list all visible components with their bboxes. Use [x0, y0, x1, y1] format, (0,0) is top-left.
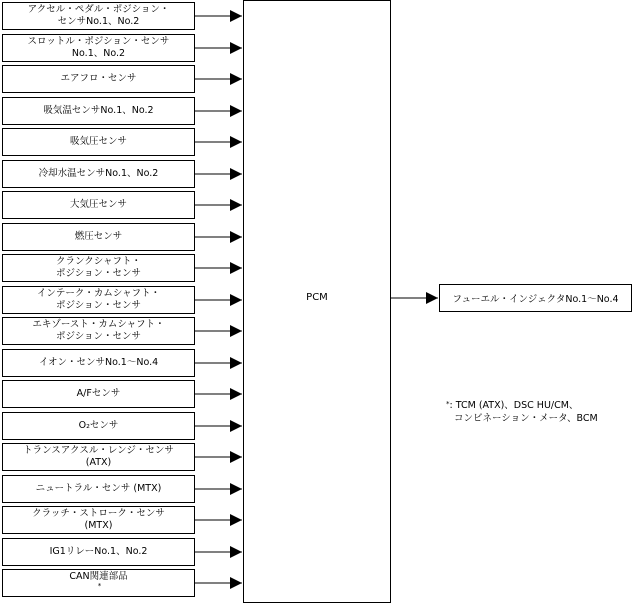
sensor-label	[39, 168, 159, 180]
sensor-label-line-2: ポジション・センサ	[55, 300, 142, 311]
sensor-label	[28, 4, 170, 28]
sensor-box	[2, 223, 195, 251]
sensor-box	[2, 191, 195, 219]
sensor-label-line-1: O₂センサ	[78, 420, 119, 431]
sensor-label-line-1: 燃圧センサ	[74, 231, 123, 242]
sensor-box	[2, 2, 195, 30]
sensor-label	[56, 256, 141, 280]
sensor-label-line-1: トランスアクスル・レンジ・センサ	[23, 445, 174, 456]
sensor-label	[70, 199, 127, 211]
sensor-label-line-1: 吸気温センサNo.1、No.2	[43, 105, 154, 116]
sensor-box	[2, 128, 195, 156]
pcm-block	[243, 0, 391, 603]
sensor-box	[2, 380, 195, 408]
sensor-box	[2, 569, 195, 597]
sensor-label	[32, 508, 165, 532]
sensor-label	[32, 319, 164, 343]
sensor-label	[70, 136, 127, 148]
sensor-label-line-1: 冷却水温センサNo.1、No.2	[38, 168, 159, 179]
sensor-box	[2, 160, 195, 188]
sensor-label	[39, 357, 158, 369]
sensor-label-line-2: ポジション・センサ	[55, 268, 142, 279]
sensor-label-line-2: ポジション・センサ	[55, 331, 142, 342]
fuel-injector-label: フューエル・インジェクタNo.1～No.4	[452, 294, 619, 305]
sensor-label-line-1: CAN関連部品	[69, 571, 128, 582]
footnote-line-1	[446, 399, 598, 412]
footnote-text-2: コンビネーション・メータ、BCM	[454, 413, 598, 424]
footnote	[446, 399, 598, 425]
sensor-label	[23, 445, 174, 469]
sensor-label-line-1: 大気圧センサ	[69, 199, 127, 210]
sensor-label	[43, 105, 153, 117]
sensor-box	[2, 538, 195, 566]
sensor-box	[2, 443, 195, 471]
sensor-label-line-1: エアフロ・センサ	[60, 73, 137, 84]
sensor-label	[50, 546, 148, 558]
sensor-label-line-2: No.1、No.2	[71, 48, 126, 59]
sensor-box	[2, 97, 195, 125]
sensor-label-line-1: A/Fセンサ	[76, 388, 121, 399]
sensor-label-line-1: イオン・センサNo.1～No.4	[38, 357, 159, 368]
sensor-label-line-1: アクセル・ペダル・ポジション・	[27, 4, 170, 15]
sensor-label	[75, 231, 123, 243]
sensor-label-line-1: クラッチ・ストローク・センサ	[32, 508, 165, 519]
sensor-label	[77, 388, 121, 400]
sensor-label	[79, 420, 119, 432]
sensor-box	[2, 349, 195, 377]
sensor-box	[2, 286, 195, 314]
fuel-injector-block	[439, 284, 632, 312]
sensor-label-line-2: センサNo.1、No.2	[57, 16, 140, 27]
footnote-mark: *	[446, 400, 450, 408]
sensor-label	[36, 483, 162, 495]
sensor-label-line-1: クランクシャフト・	[55, 256, 142, 267]
sensor-box	[2, 412, 195, 440]
sensor-label-line-1: エキゾースト・カムシャフト・	[32, 319, 165, 330]
pcm-label: PCM	[306, 292, 328, 303]
sensor-label-line-1: ニュートラル・センサ (MTX)	[35, 483, 162, 494]
sensor-box	[2, 317, 195, 345]
sensor-box	[2, 506, 195, 534]
can-footnote-mark: *	[97, 582, 102, 590]
sensor-label-line-1: スロットル・ポジション・センサ	[27, 36, 170, 47]
sensor-label	[69, 571, 127, 595]
footnote-line-2	[446, 412, 598, 425]
sensor-label	[28, 36, 170, 60]
sensor-label-line-1: インテーク・カムシャフト・	[36, 288, 161, 299]
footnote-text-1: : TCM (ATX)、DSC HU/CM、	[449, 400, 579, 411]
sensor-label-line-2: (ATX)	[85, 457, 112, 468]
sensor-box	[2, 254, 195, 282]
sensor-label	[37, 288, 160, 312]
sensor-label	[60, 73, 136, 85]
sensor-box	[2, 34, 195, 62]
sensor-label-line-1: 吸気圧センサ	[69, 136, 127, 147]
sensor-label-line-2: (MTX)	[84, 520, 113, 531]
sensor-box	[2, 65, 195, 93]
sensor-box	[2, 475, 195, 503]
sensor-label-line-1: IG1リレーNo.1、No.2	[49, 546, 148, 557]
